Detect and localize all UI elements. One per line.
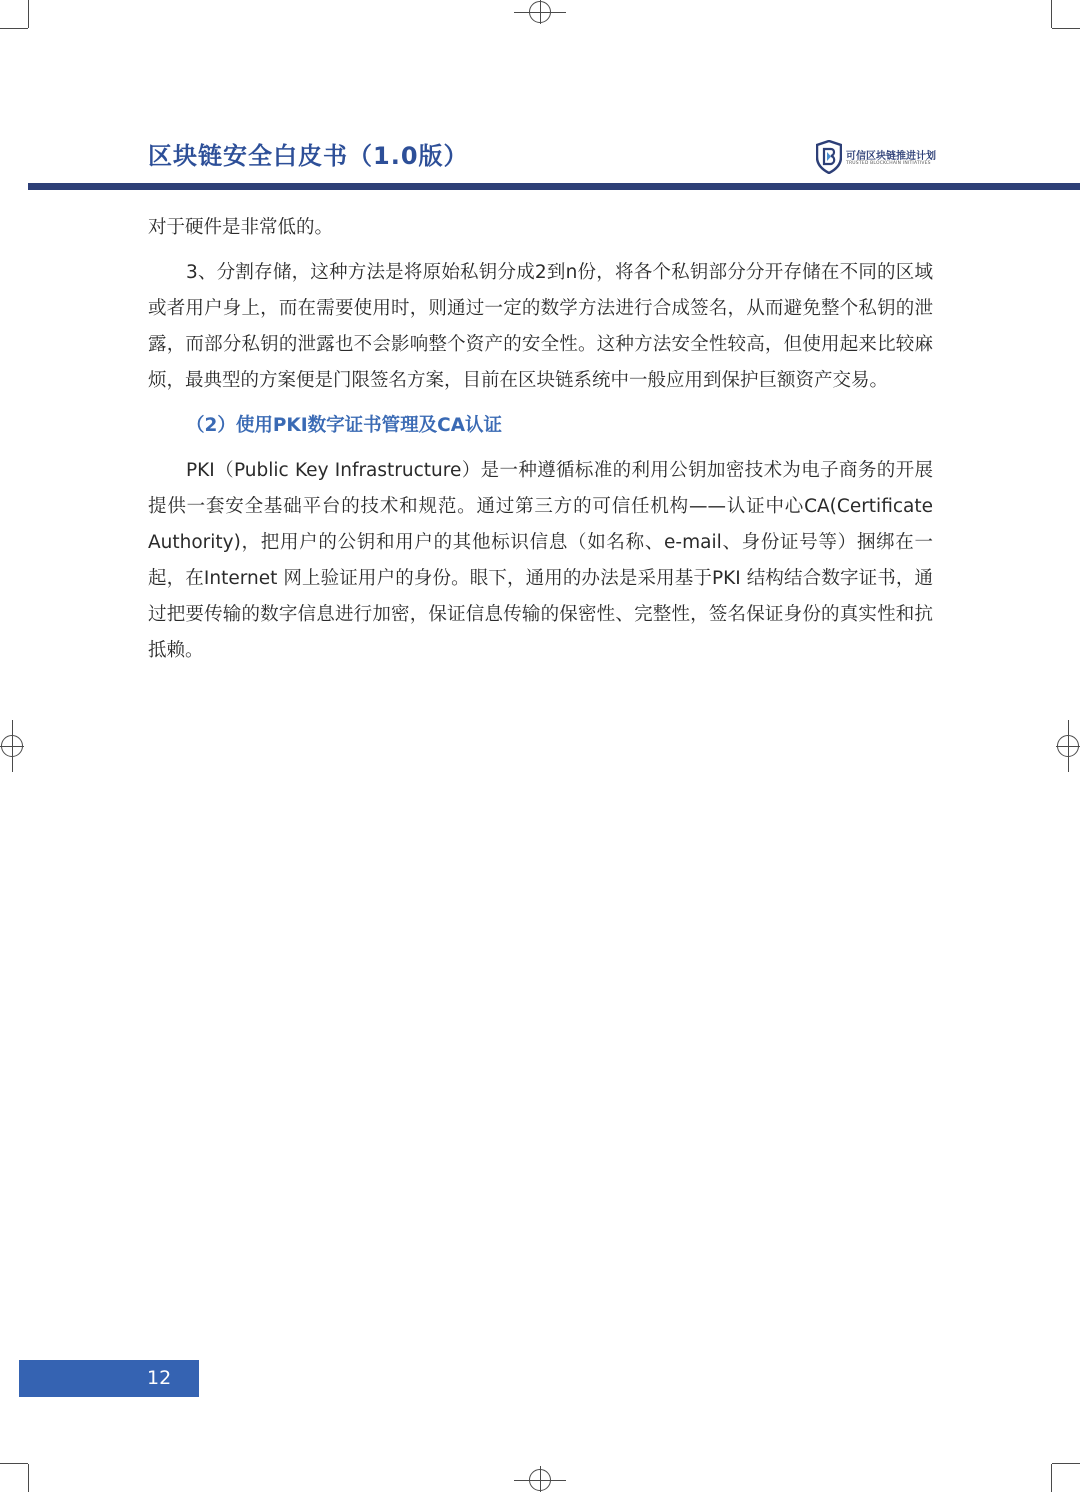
paragraph-3: PKI（Public Key Infrastructure）是一种遵循标准的利用公钥加密技术为电子商务的开展提供一套安全基础平台的技术和规范。通过第三方的可信任机构——认证中心CA(Certificate Authority)，把用户的公钥和用户的其他标识信息（如名称、e-mail、身份证号等）捆绑在一起，在Internet 网上验证用户的身份。眼下，通用的办法是采用基于PKI 结构结合数字证书，通过把要传输的数字信息进行加密，保证信息传输的保密性、完整性，签名保证身份的真实性和抗抵赖。	[148, 460, 933, 661]
paragraph-2: 3、分割存储，这种方法是将原始私钥分成2到n份，将各个私钥部分分开存储在不同的区域或者用户身上，而在需要使用时，则通过一定的数学方法进行合成签名，从而避免整个私钥的泄露，而部分私钥的泄露也不会影响整个资产的安全性。这种方法安全性较高，但使用起来比较麻烦，最典型的方案便是门限签名方案，目前在区块链系统中一般应用到保护巨额资产交易。	[148, 262, 933, 391]
logo-text-en: TRUSTED BLOCKCHAIN INITIATIVES	[846, 161, 931, 166]
page-number-box	[19, 1360, 199, 1397]
logo	[816, 140, 940, 176]
header-rule	[28, 183, 1080, 190]
body-content	[148, 210, 933, 669]
logo-text-cn: 可信区块链推进计划	[846, 151, 936, 162]
paragraph-1: 对于硬件是非常低的。	[148, 217, 334, 238]
shield-logo-icon	[816, 140, 842, 174]
page-number: 12	[147, 1367, 172, 1389]
section-heading: （2）使用PKI数字证书管理及CA认证	[186, 415, 503, 436]
page-title: 区块链安全白皮书（1.0版）	[148, 142, 469, 170]
